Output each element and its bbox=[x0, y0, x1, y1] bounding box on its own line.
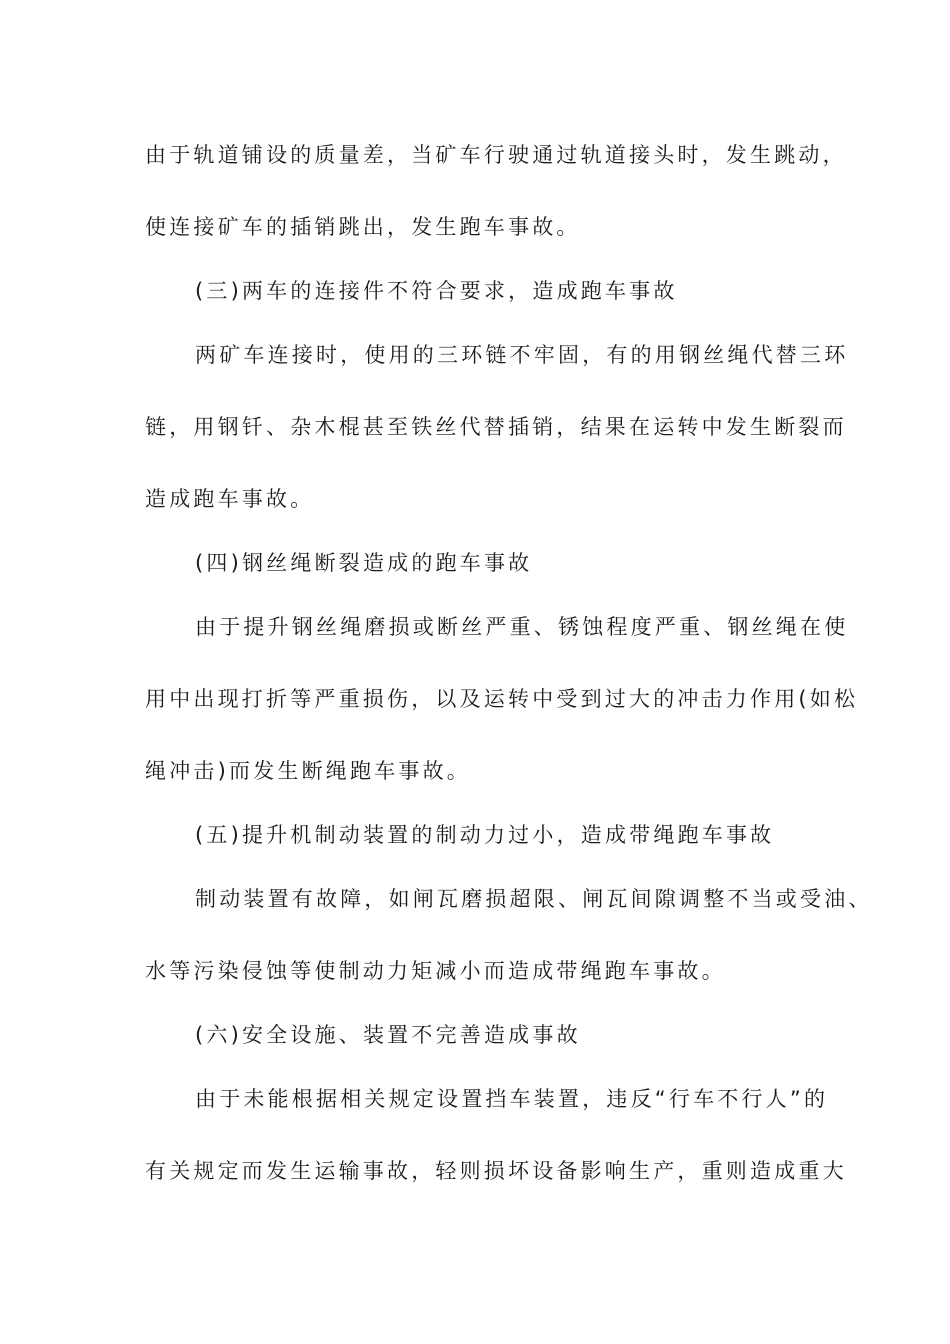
paragraph-line: 由于提升钢丝绳磨损或断丝严重、锈蚀程度严重、钢丝绳在使 bbox=[195, 615, 849, 639]
paragraph-line: 制动装置有故障，如闸瓦磨损超限、闸瓦间隙调整不当或受油、 bbox=[195, 887, 873, 911]
paragraph-line: 绳冲击)而发生断绳跑车事故。 bbox=[145, 759, 471, 783]
section-heading: (五)提升机制动装置的制动力过小，造成带绳跑车事故 bbox=[195, 823, 775, 847]
paragraph-line: 水等污染侵蚀等使制动力矩减小而造成带绳跑车事故。 bbox=[145, 959, 726, 983]
paragraph-line: 两矿车连接时，使用的三环链不牢固，有的用钢丝绳代替三环 bbox=[195, 343, 849, 367]
section-heading: (三)两车的连接件不符合要求，造成跑车事故 bbox=[195, 279, 678, 303]
paragraph-line: 造成跑车事故。 bbox=[145, 487, 315, 511]
section-heading: (四)钢丝绳断裂造成的跑车事故 bbox=[195, 551, 533, 575]
paragraph-line: 由于未能根据相关规定设置挡车装置，违反“行车不行人”的 bbox=[195, 1087, 829, 1111]
paragraph-line: 用中出现打折等严重损伤，以及运转中受到过大的冲击力作用(如松 bbox=[145, 687, 859, 711]
paragraph-line: 由于轨道铺设的质量差，当矿车行驶通过轨道接头时，发生跳动， bbox=[145, 143, 847, 167]
section-heading: (六)安全设施、装置不完善造成事故 bbox=[195, 1023, 581, 1047]
paragraph-line: 链，用钢钎、杂木棍甚至铁丝代替插销，结果在运转中发生断裂而 bbox=[145, 415, 847, 439]
paragraph-line: 使连接矿车的插销跳出，发生跑车事故。 bbox=[145, 215, 581, 239]
paragraph-line: 有关规定而发生运输事故，轻则损坏设备影响生产，重则造成重大 bbox=[145, 1159, 847, 1183]
